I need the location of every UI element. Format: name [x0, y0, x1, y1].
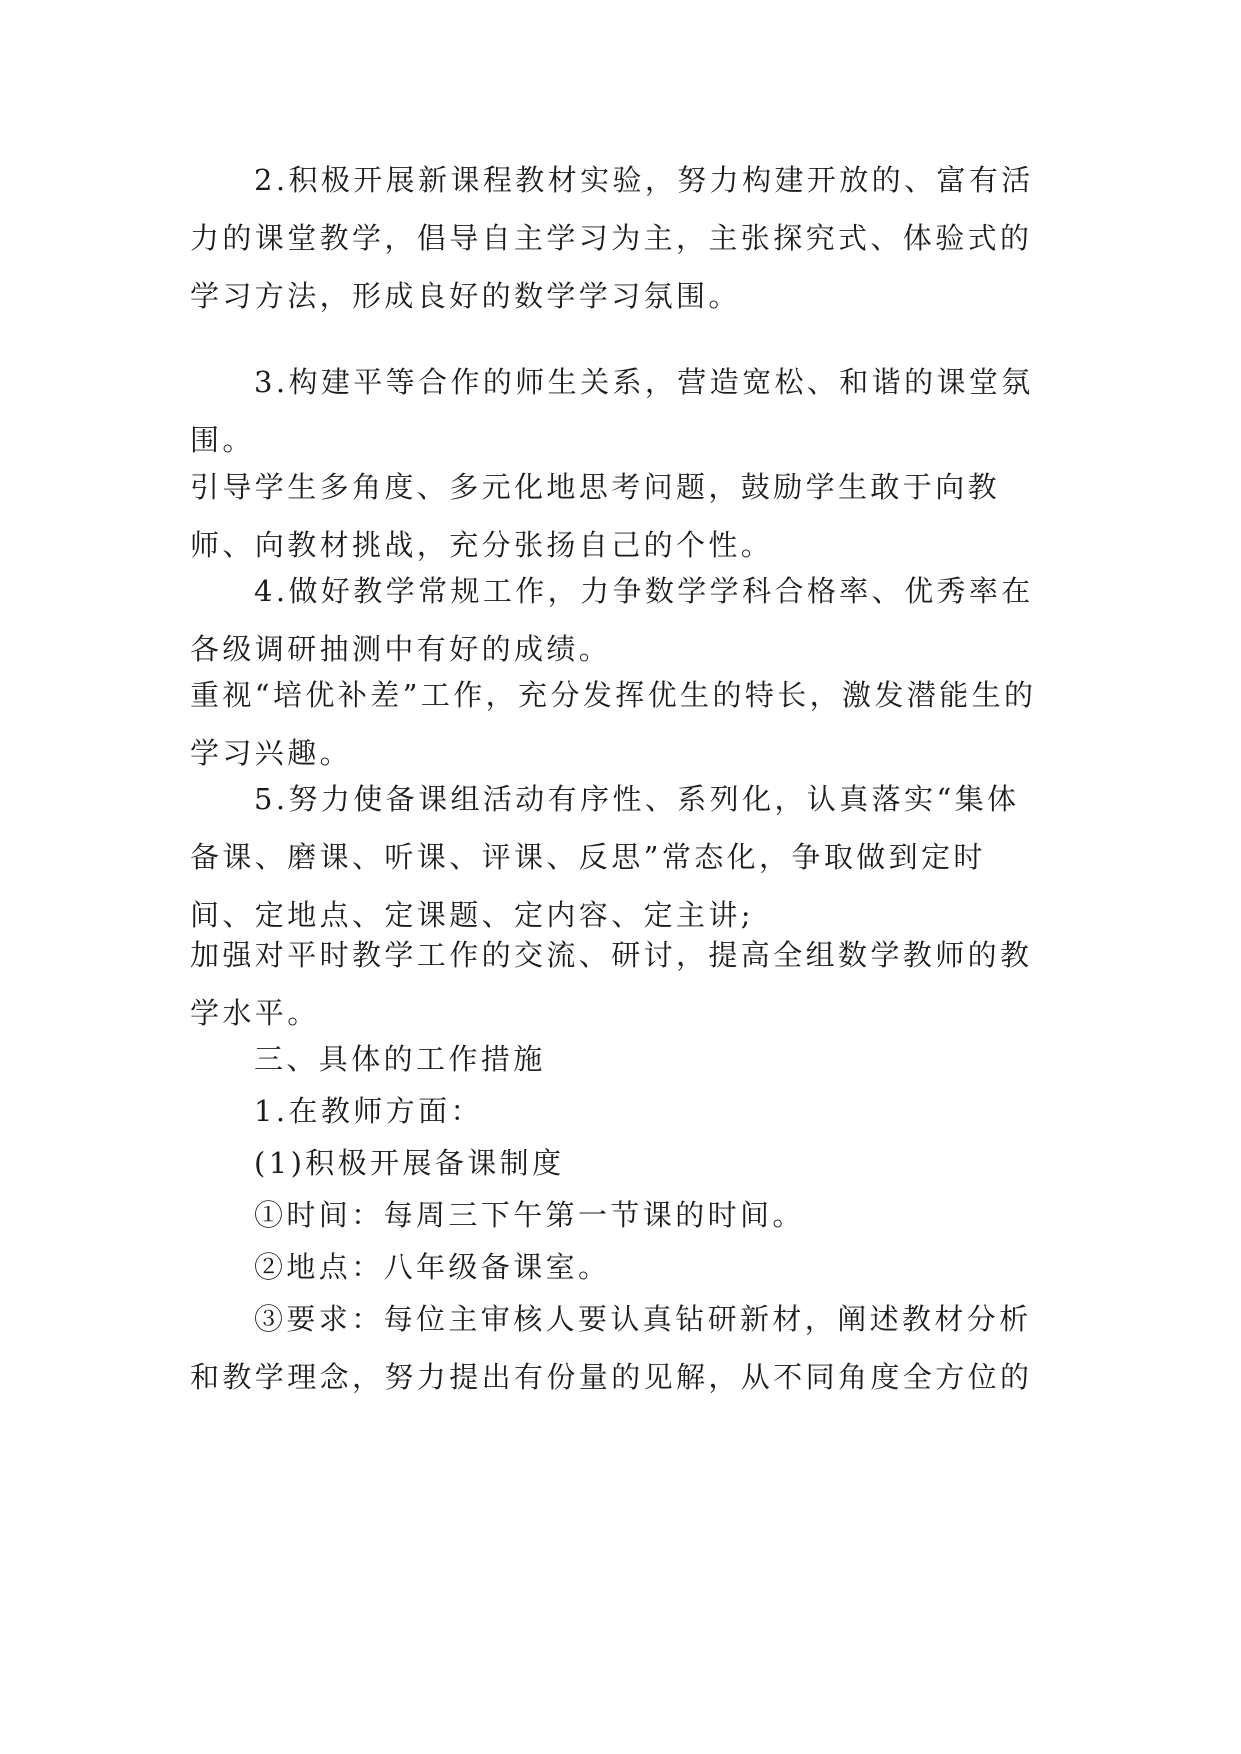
section-heading-measures: 三、具体的工作措施 [254, 1042, 546, 1076]
paragraph-goal-5-continued: 加强对平时教学工作的交流、研讨，提高全组数学教师的教学水平。 [190, 938, 1033, 1030]
item-location: ②地点：八年级备课室。 [254, 1250, 611, 1284]
subheading-teacher-aspect: 1.在教师方面： [254, 1094, 483, 1128]
paragraph-goal-4-continued: 重视“培优补差”工作，充分发挥优生的特长，激发潜能生的学习兴趣。 [190, 678, 1037, 770]
item-time: ①时间：每周三下午第一节课的时间。 [254, 1198, 805, 1232]
item-lesson-prep-system: (1)积极开展备课制度 [254, 1146, 565, 1180]
paragraph-goal-2: 2.积极开展新课程教材实验，努力构建开放的、富有活力的课堂教学，倡导自主学习为主，主张探究式、体验式的学习方法，形成良好的数学学习氛围。 [190, 163, 1034, 313]
paragraph-goal-5: 5.努力使备课组活动有序性、系列化，认真落实“集体备课、磨课、听课、评课、反思”常态化，争取做到定时间、定地点、定课题、定内容、定主讲; [190, 782, 1020, 932]
item-requirements: ③要求：每位主审核人要认真钻研新材，阐述教材分析和教学理念，努力提出有份量的见解，从不同角度全方位的 [190, 1302, 1033, 1394]
paragraph-goal-4: 4.做好教学常规工作，力争数学学科合格率、优秀率在各级调研抽测中有好的成绩。 [190, 574, 1034, 666]
paragraph-goal-3-continued: 引导学生多角度、多元化地思考问题，鼓励学生敢于向教师、向教材挑战，充分张扬自己的个性。 [190, 470, 1001, 562]
paragraph-goal-3: 3.构建平等合作的师生关系，营造宽松、和谐的课堂氛围。 [190, 365, 1034, 457]
